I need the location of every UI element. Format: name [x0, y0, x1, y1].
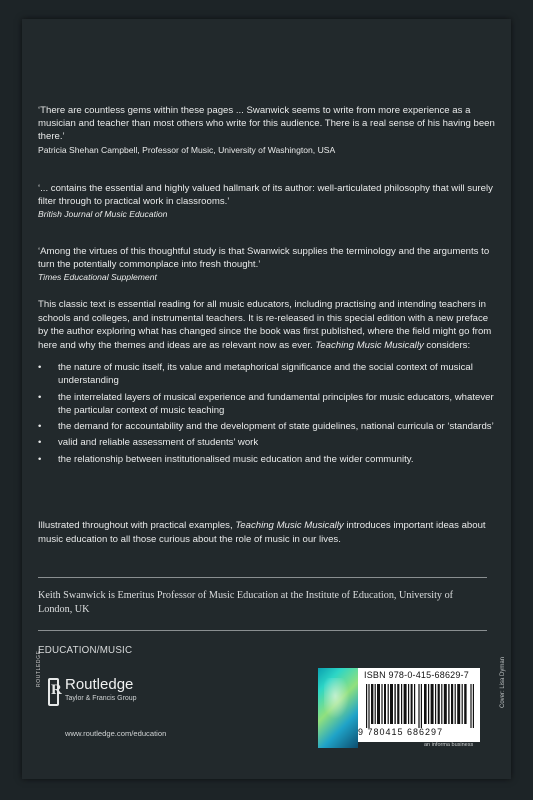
description-text: This classic text is essential reading for all music educators, including practising and intending teachers in schools and colleges, and instrumental teachers. It is re-released in this special edition with a new preface by the author exploring what has changed since the book was first published, where the field might go from here and why the themes and ideas are as relevant now as ever. [38, 299, 492, 351]
publisher-name: Routledge [65, 676, 134, 693]
cover-art-image [318, 668, 358, 748]
quote-source: Patricia Shehan Campbell, Professor of Music, University of Washington, USA [38, 144, 336, 155]
divider [38, 577, 487, 578]
divider [38, 630, 487, 631]
subject-category: EDUCATION/MUSIC [38, 645, 133, 656]
publisher-url: www.routledge.com/education [65, 729, 167, 738]
review-quote-1 [38, 104, 508, 156]
isbn-label: ISBN 978-0-415-68629-7 [364, 670, 469, 680]
cover-credit: Cover: Lisa Dyman [500, 656, 506, 708]
review-quote-3 [38, 245, 508, 283]
barcode-area [318, 668, 480, 748]
book-title-inline: Teaching Music Musically [235, 520, 344, 531]
publisher-vertical-text: ROUTLEDGE [36, 650, 42, 687]
bullet-icon: • [38, 421, 42, 433]
barcode-icon [366, 684, 474, 728]
list-item: • the demand for accountability and the development of state guidelines, national curricula or ‘standards’ [38, 421, 494, 433]
quote-text: ‘There are countless gems within these pages ... Swanwick seems to write from more experience as a musician and teacher than most others who write for this audience. There is a real sense of his having been there.’ [38, 105, 495, 143]
book-description [38, 298, 496, 352]
bullet-icon: • [38, 453, 42, 465]
list-item: • the nature of music itself, its value and metaphorical significance and the social context of musical understanding [38, 362, 473, 387]
topics-list [38, 361, 496, 466]
publisher-group: Taylor & Francis Group [65, 695, 137, 702]
isbn-digits: 9 780415 686297 [358, 727, 444, 737]
informa-tagline: an informa business [424, 742, 474, 748]
quote-source: Times Educational Supplement [38, 272, 157, 283]
author-bio: Keith Swanwick is Emeritus Professor of Music Education at the Institute of Education, University of London, UK [38, 590, 454, 615]
review-quote-2 [38, 182, 508, 220]
book-title-inline: Teaching Music Musically [315, 339, 424, 351]
quote-text: ‘Among the virtues of this thoughtful study is that Swanwick supplies the terminology and the arguments to turn the potentially commonplace into fresh thought.’ [38, 246, 490, 271]
closing-paragraph: Illustrated throughout with practical examples, Teaching Music Musically introduces important ideas about music education to all those curious about the role of music in our lives. [38, 520, 486, 545]
description-tail: considers: [426, 339, 471, 351]
quote-source: British Journal of Music Education [38, 209, 168, 220]
list-item: • the relationship between institutionalised music education and the wider community. [38, 453, 414, 465]
quote-text: ‘... contains the essential and highly valued hallmark of its author: well-articulated philosophy that will surely filter through to practical work in classrooms.’ [38, 183, 493, 208]
bullet-icon: • [38, 362, 42, 373]
list-item: • the interrelated layers of musical experience and fundamental principles for music educators, whatever the particular context of music teaching [38, 391, 494, 416]
isbn-panel [358, 668, 480, 742]
bullet-icon: • [38, 391, 42, 403]
routledge-r-icon: R [48, 678, 59, 706]
list-item: • valid and reliable assessment of students’ work [38, 437, 259, 449]
bullet-icon: • [38, 437, 42, 449]
